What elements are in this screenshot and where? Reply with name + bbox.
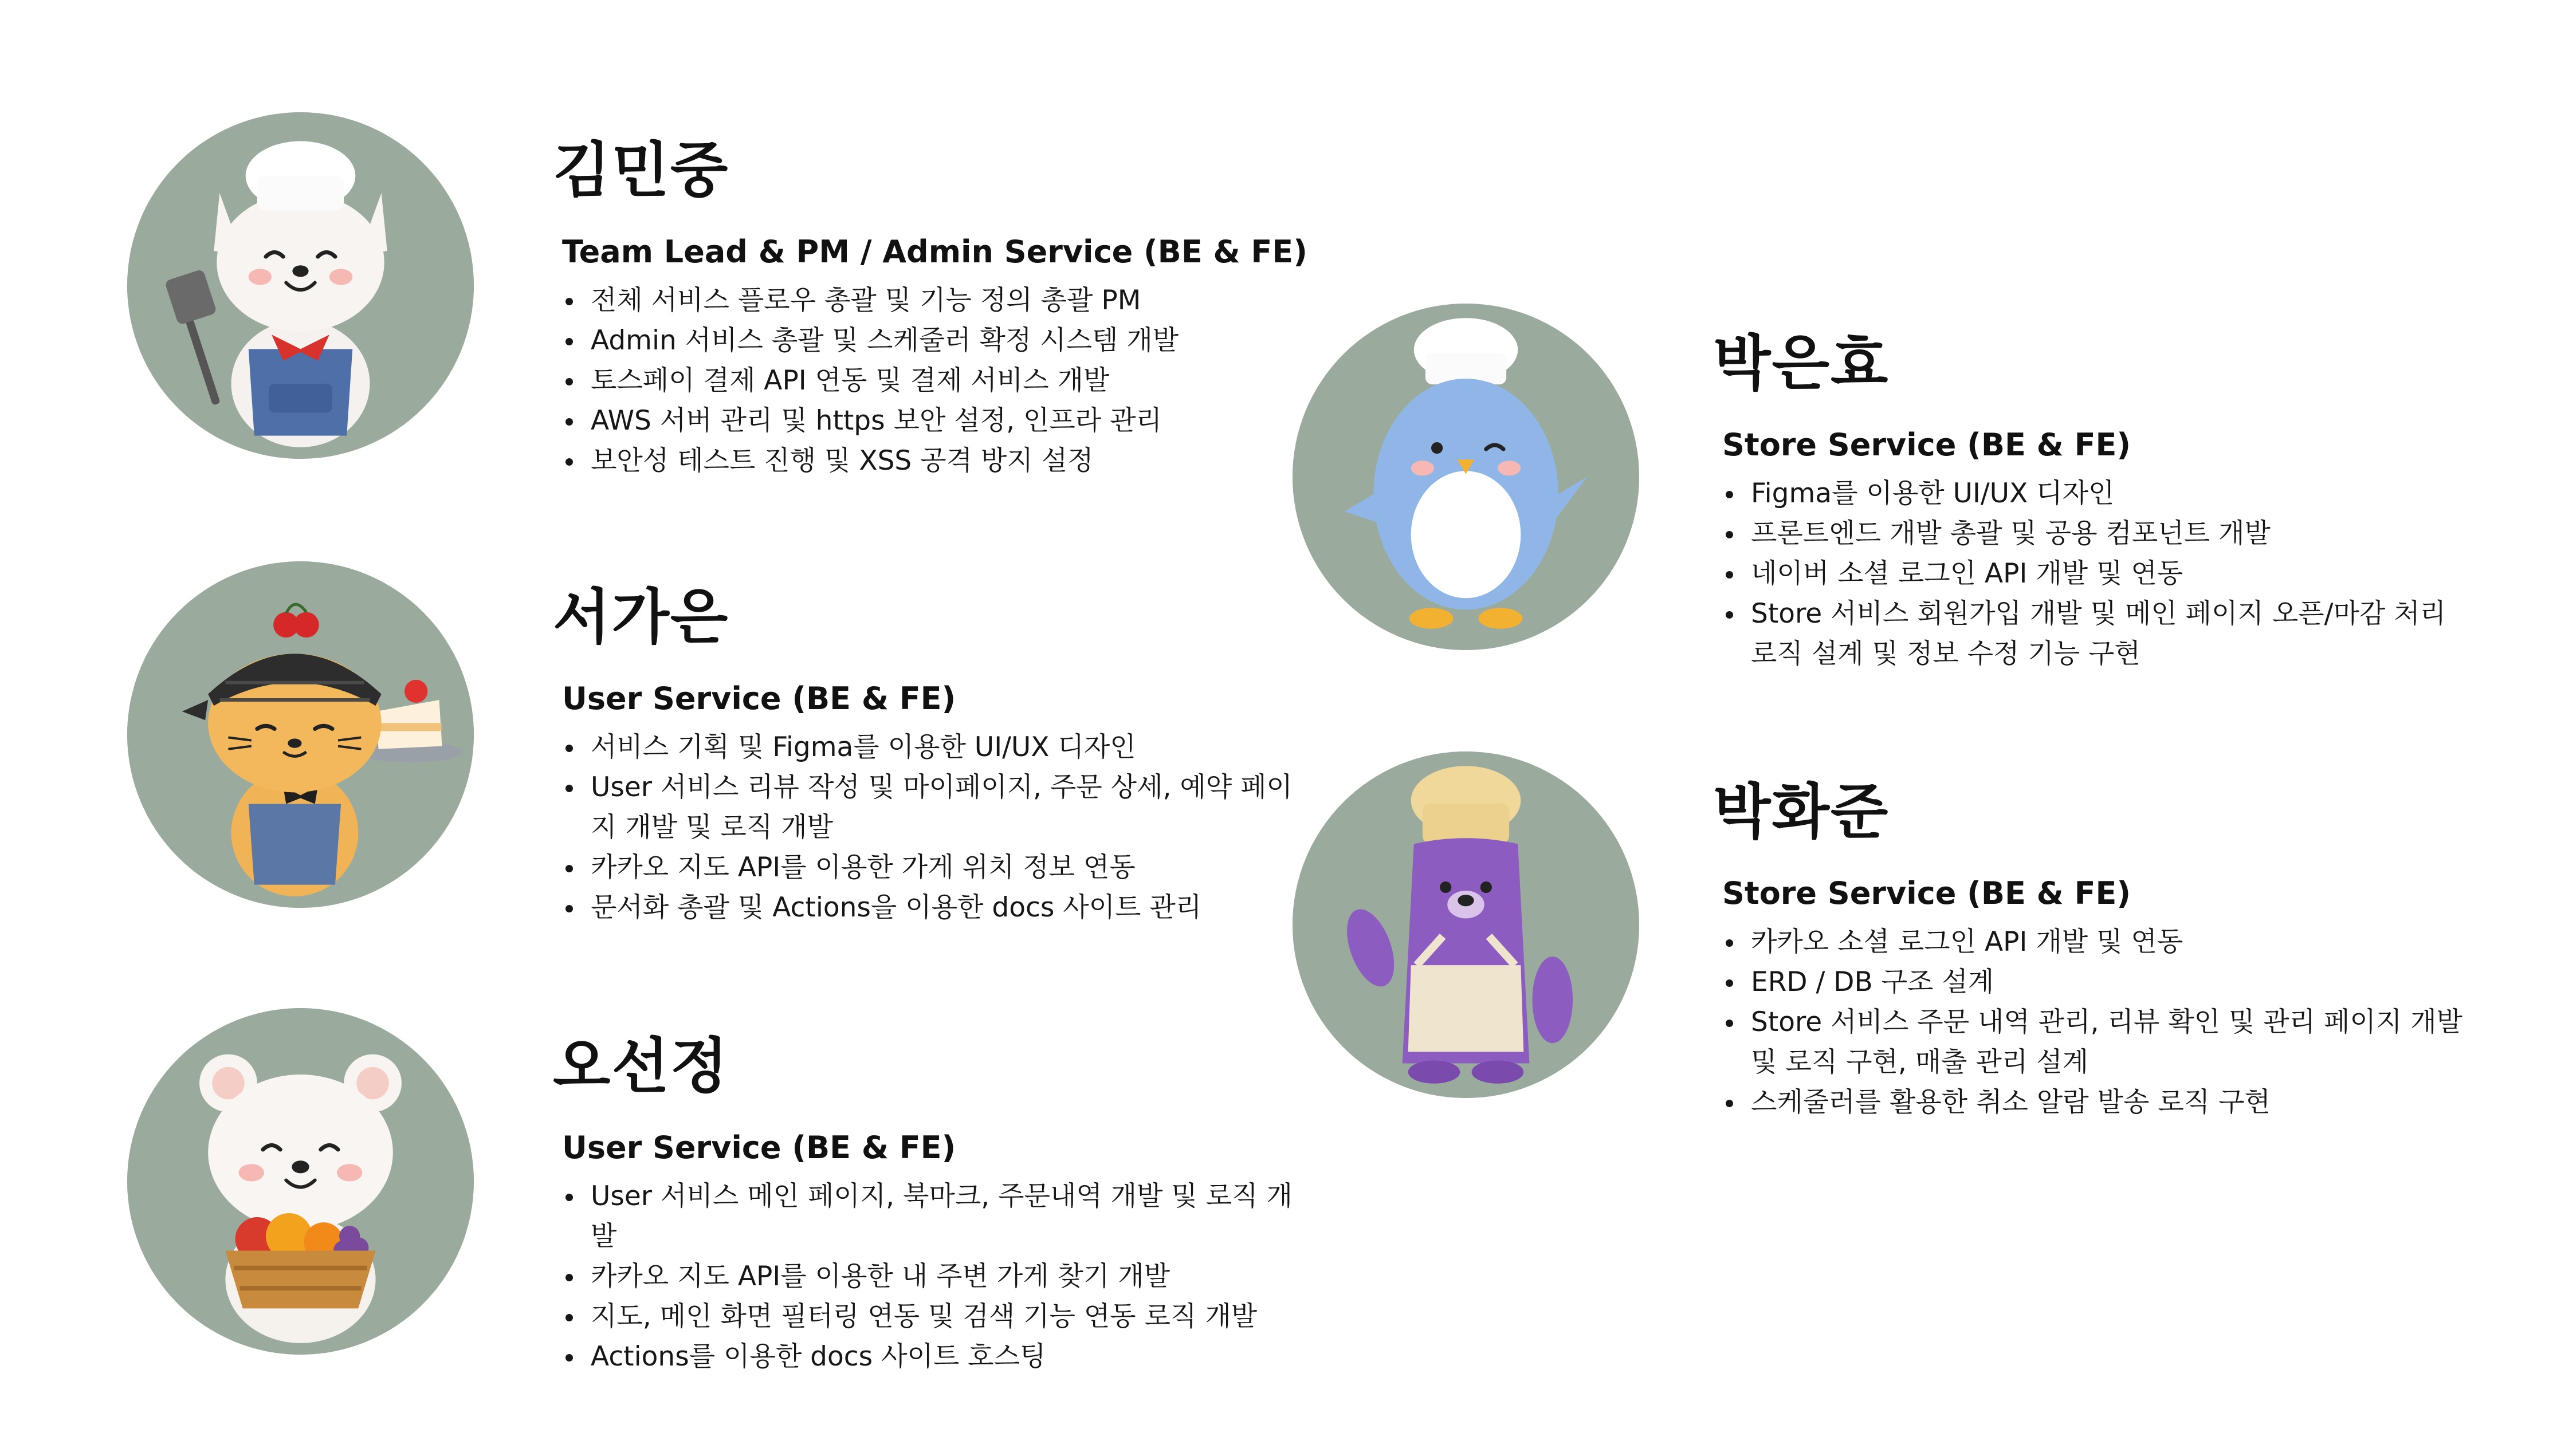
task-item: Store 서비스 주문 내역 관리, 리뷰 확인 및 관리 페이지 개발 및 로직 구현, 매출 관리 설계 <box>1722 1002 2469 1083</box>
task-item: User 서비스 메인 페이지, 북마크, 주문내역 개발 및 로직 개발 <box>562 1176 1309 1257</box>
member-name: 오선정 <box>553 1031 729 1101</box>
task-item: Admin 서비스 총괄 및 스케줄러 확정 시스템 개발 <box>562 321 1309 361</box>
member-info <box>553 1032 1309 1377</box>
task-list <box>1713 922 2469 1123</box>
task-list <box>553 727 1309 928</box>
member-role: Store Service (BE & FE) <box>1722 875 2131 911</box>
member-info <box>1713 778 2469 1123</box>
task-item: ERD / DB 구조 설계 <box>1722 962 2469 1002</box>
task-item: 토스페이 결제 API 연동 및 결제 서비스 개발 <box>562 361 1309 401</box>
chef-penguin-icon <box>1293 304 1639 650</box>
task-list <box>1713 474 2469 674</box>
task-item: 카카오 지도 API를 이용한 가게 위치 정보 연동 <box>562 848 1309 888</box>
task-item: 문서화 총괄 및 Actions을 이용한 docs 사이트 관리 <box>562 888 1309 928</box>
chef-mole-icon <box>1293 751 1639 1098</box>
member-role: User Service (BE & FE) <box>562 680 956 717</box>
task-item: 프론트엔드 개발 총괄 및 공용 컴포넌트 개발 <box>1722 514 2469 554</box>
task-item: Store 서비스 회원가입 개발 및 메인 페이지 오픈/마감 처리 로직 설계 및 정보 수정 기능 구현 <box>1722 594 2469 674</box>
task-item: Figma를 이용한 UI/UX 디자인 <box>1722 474 2469 514</box>
member-name: 박은효 <box>1713 328 1890 398</box>
task-item: 네이버 소셜 로그인 API 개발 및 연동 <box>1722 554 2469 594</box>
member-info <box>553 136 1309 481</box>
task-item: 스케줄러를 활용한 취소 알람 발송 로직 구현 <box>1722 1083 2469 1123</box>
task-item: 카카오 지도 API를 이용한 내 주변 가게 찾기 개발 <box>562 1257 1309 1297</box>
member-name: 박화준 <box>1713 777 1890 847</box>
member-info <box>1713 329 2469 674</box>
task-item: 지도, 메인 화면 필터링 연동 및 검색 기능 연동 로직 개발 <box>562 1297 1309 1337</box>
task-item: Actions를 이용한 docs 사이트 호스팅 <box>562 1337 1309 1377</box>
cake-cat-icon <box>127 561 474 908</box>
task-item: 전체 서비스 플로우 총괄 및 기능 정의 총괄 PM <box>562 281 1309 321</box>
task-item: 서비스 기획 및 Figma를 이용한 UI/UX 디자인 <box>562 727 1309 768</box>
task-item: 보안성 테스트 진행 및 XSS 공격 방지 설정 <box>562 441 1309 481</box>
member-info <box>553 583 1309 928</box>
task-list <box>553 1176 1309 1377</box>
member-role: User Service (BE & FE) <box>562 1129 956 1166</box>
member-role: Store Service (BE & FE) <box>1722 426 2131 463</box>
task-list <box>553 281 1309 481</box>
task-item: 카카오 소셜 로그인 API 개발 및 연동 <box>1722 922 2469 962</box>
task-item: User 서비스 리뷰 작성 및 마이페이지, 주문 상세, 예약 페이지 개발 및 로직 개발 <box>562 768 1309 848</box>
member-name: 김민중 <box>553 135 729 205</box>
fruit-basket-bear-icon <box>127 1008 474 1355</box>
task-item: AWS 서버 관리 및 https 보안 설정, 인프라 관리 <box>562 401 1309 441</box>
chef-cat-icon <box>127 112 474 459</box>
member-role: Team Lead & PM / Admin Service (BE & FE) <box>562 233 1307 270</box>
member-name: 서가은 <box>553 582 729 652</box>
